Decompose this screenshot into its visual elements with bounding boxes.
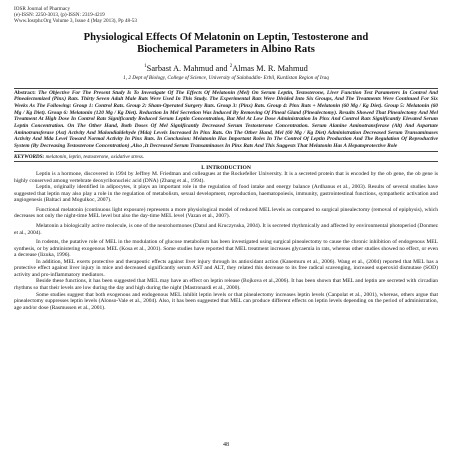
abstract-label: Abstract: [14, 89, 36, 96]
paper-title [14, 32, 438, 56]
abstract-text: The Objective For The Present Study Is To Investigate Of The Effects Of Melatonin (Mel) On Serum Leptin, Testosterone, Liver Function Test Parameters In Control And Pinealectomized (Pinx) Rats. Thirty Seven Adult Male Rats Were Used In This Study. The Experimental Rats Were Divided Into Six Groups, And The Treatments Were Continued For Six Weeks As The Following: Group 1: Control Rats. Group 2: Sham-Operated Surgery Rats. Group 3: (Pinx) Rats. Group 4: Pinx Rats + Melatonin (60 Mg / Kg Diet). Group 5: Melatonin (60 Mg / Kg Diet). Group 6: Melatonin (120 Mg / Kg Diet). Reduction In Mel Secretion Was Induced By Removing Of Pineal Gland (Pinealectomy). Results Showed That Pinealectomy And Mel Treatment At High Dose In Control Rats Significantly Reduced Serum Leptin Concentration, But Mel At Low Dose Administration In Pinx And Control Rats Significantly Elevated Serum Leptin Concentration. On The Other Hand, Both Doses Of Mel Significantly Decreased Serum Testosterone Concentration. Serum Alanine Aminotransferase (Alt) And Aspartate Aminotransferase (Ast) Activity And Malondialdehyde (Mda) Levels Increased In Pinx Rats. On The Other Hand, Mel (60 Mg / Kg Diet) Administration Decreased Serum Transaminases Activity And Mda Level Toward Normal Activity In Pinx Rats. In Conclusion: Melatonin Has Important Roles In The Control Of Leptin Production And The Regulation Of Reproductive System (By Decreasing Testosterone Concentration) ,Also ,It Decreased Serum Transaminases In Pinx Rats And This Suggests That Melatonin Has A Hepatoprotective Role [14, 89, 438, 150]
paragraph: Beside these functions, it has been suggested that MEL may have an effect on leptin release (Bojkova et al.,2006). It has been shown that MEL and leptin are secreted with circadian rhythms so that their levels are low during the day and high during the night (Mastronardi et al., 2000). [14, 278, 438, 291]
title-line-1: Physiological Effects Of Melatonin on Leptin, Testosterone and [83, 32, 369, 43]
paragraph: In addition, MEL exerts protective and therapeutic effects against liver injury through its antioxidant action (Kanemuru et al., 2006). Wang et al., (2004) reported that MEL has a protective effect against liver injury in mice and decreased significantly serum AST and ALT, they related this decrease to its free radical scavenging, increased superoxid dismutase (SOD) activity and pro-inflammatory mediators. [14, 258, 438, 278]
page-number: 48 [223, 442, 229, 448]
affiliation: 1, 2 Dept of Biology, College of Science, University of Salahaddin- Erbil, Kurdistan Region of Iraq [123, 74, 329, 81]
introduction-body [14, 171, 438, 311]
keywords-label: KEYWORDS: [14, 153, 45, 160]
paragraph: Leptin, originally identified in adipocytes, it plays an important role in the regulation of food intake and energy balance (Ardhanus et al., 2003). Results of several studies have suggested that leptin may also play a role in the regulation of metabolism, sexual development, reproduction, haematopoiesis, immunity, gastrointestinal functions, sympathetic activation and angiogenesis (Baltaci and Mogulkoc, 2007). [14, 184, 438, 204]
author-1: Sarbast A. Mahmud and [146, 63, 228, 73]
title-line-2: Biochemical Parameters in Albino Rats [137, 44, 315, 55]
section-heading-introduction: I. INTRODUCTION [201, 164, 251, 171]
journal-name: IOSR Journal of Pharmacy [14, 6, 71, 12]
paragraph: Functional melatonin (continuous light exposure) represents a more physiological model of reduced MEL levels as compared to surgical pinealectomy (removal of epiphysis), which decreases not only the night-time MEL level but also the day-time MEL level (Vazan et al., 2007). [14, 206, 438, 220]
author-1-marker: 1 [144, 64, 147, 69]
journal-volume: Www.Iosrphr.Org Volume 3, Issue 4 (May 2013), Pp 48-53 [14, 18, 137, 24]
author-list [14, 62, 438, 74]
paragraph: Melatonin a biologically active molecule, is one of the neurohormones (Datul and Kruczynska, 2004). It is secreted rhythmically and affected by environmental photoperiod (Donmez et al., 2004). [14, 223, 438, 236]
journal-header [14, 6, 438, 24]
paragraph: Leptin is a hormone, discovered in 1994 by Jeffrey M. Friedman and colleagues at the Rockefeller University. It is a secreted protein that is encoded by the ob gene, the ob gene is highly conserved among vertebrate deoxyribonucleic acid (DNA) (Zhang et al., 1994). [14, 171, 438, 184]
paragraph: Some studies suggest that both exogenous and endogenous MEL inhibit leptin levels or that pinealectomy increases leptin levels (Canpolat et al., 2001), whereas, others argue that pinealectomy suppresses leptin levels (Alonso-Vale et al., 2004). Also, it has been suggested that MEL can produce different effects on leptin levels depending on the period of administration, age and/or dose (Rasmussen et al., 2001). [14, 291, 438, 311]
journal-issn: (e)-ISSN: 2250-3013, (p)-ISSN: 2319-4219 [14, 12, 105, 18]
paragraph: In rodents, the putative role of MEL in the modulation of glucose metabolism has been investigated using surgical pinealectomy to cause the chronic inhibition of endogenous MEL synthesis, or by administering exogenous MEL (Kosa et al., 2001). Some studies have reported that MEL treatment increases glycaemia in rats, whereas other studies showed no effect, or even a decrease (Iizuka, 1996). [14, 239, 438, 259]
author-2-marker: 2 [229, 64, 233, 69]
keywords [14, 154, 438, 162]
keywords-text: melatonin, leptin, testosterone, oxidative stress. [45, 153, 145, 160]
author-2: Almas M. R. Mahmud [232, 63, 308, 73]
abstract [14, 88, 438, 152]
